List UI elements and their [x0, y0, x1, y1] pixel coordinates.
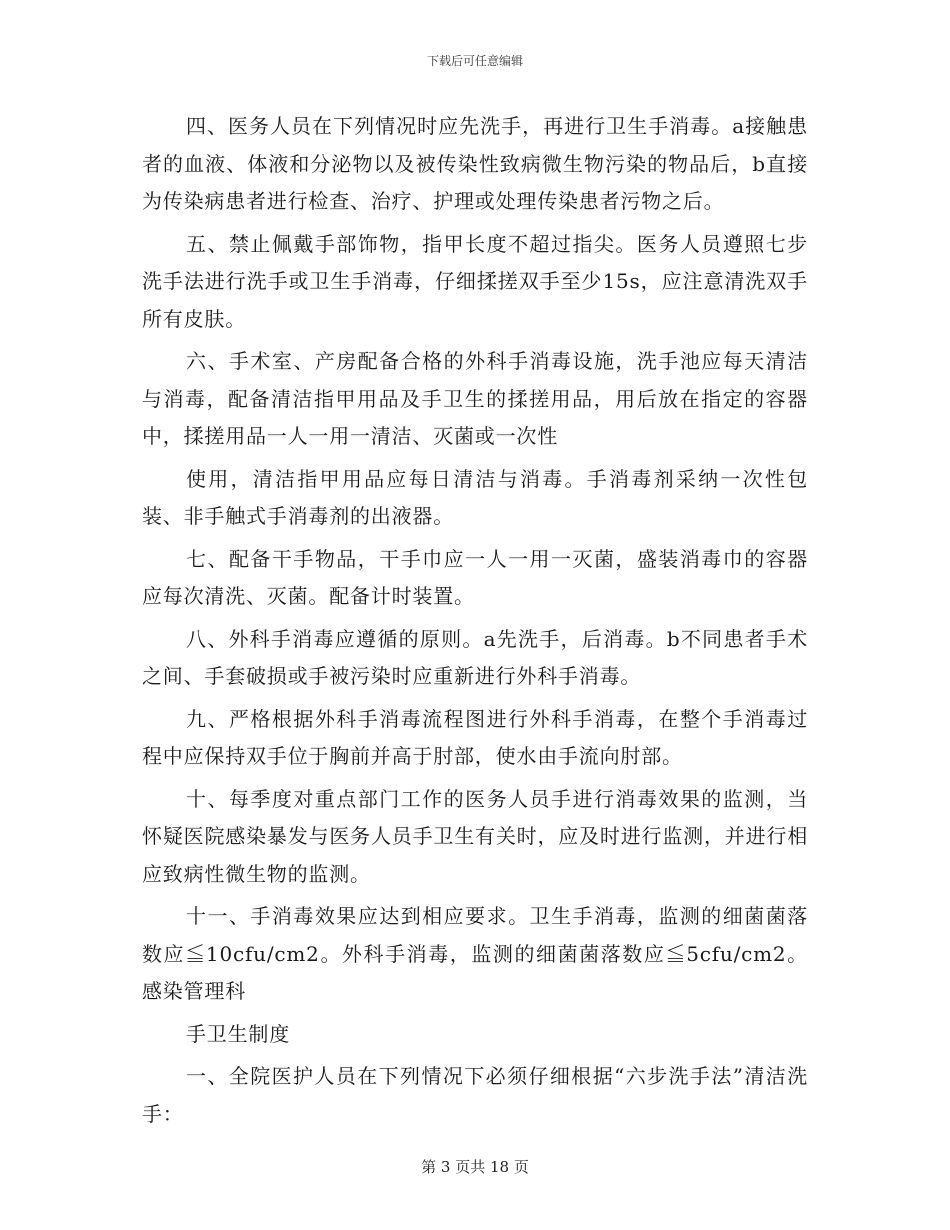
- document-body: [142, 108, 808, 1138]
- page-header-note: 下载后可任意编辑: [426, 54, 523, 68]
- paragraph-rule-6-continued: 使用，清洁指甲用品应每日清洁与消毒。手消毒剂采纳一次性包装、非手触式手消毒剂的出液器。: [142, 466, 808, 528]
- paragraph-rule-10: 十、每季度对重点部门工作的医务人员手进行消毒效果的监测，当怀疑医院感染暴发与医务人员手卫生有关时，应及时进行监测，并进行相应致病性微生物的监测。: [142, 786, 808, 886]
- paragraph-rule-8: 八、外科手消毒应遵循的原则。a先洗手，后消毒。b不同患者手术之间、手套破损或手被污染时应重新进行外科手消毒。: [142, 626, 808, 688]
- paragraph-rule-7: 七、配备干手物品，干手巾应一人一用一灭菌，盛装消毒巾的容器应每次清洗、灭菌。配备计时装置。: [142, 546, 808, 608]
- page-number: 第 3 页共 18 页: [421, 1158, 529, 1176]
- paragraph-rule-6: 六、手术室、产房配备合格的外科手消毒设施，洗手池应每天清洁与消毒，配备清洁指甲用品及手卫生的揉搓用品，用后放在指定的容器中，揉搓用品一人一用一清洁、灭菌或一次性: [142, 349, 808, 448]
- paragraph-rule-4: 四、医务人员在下列情况时应先洗手，再进行卫生手消毒。a接触患者的血液、体液和分泌物以及被传染性致病微生物污染的物品后，b直接为传染病患者进行检查、治疗、护理或处理传染患者污物之后。: [142, 114, 808, 213]
- paragraph-rule-5: 五、禁止佩戴手部饰物，指甲长度不超过指尖。医务人员遵照七步洗手法进行洗手或卫生手消毒，仔细揉搓双手至少15s，应注意清洗双手所有皮肤。: [142, 231, 808, 331]
- paragraph-rule-9: 九、严格根据外科手消毒流程图进行外科手消毒，在整个手消毒过程中应保持双手位于胸前并高于肘部，使水由手流向肘部。: [142, 706, 808, 768]
- section-title-hand-hygiene: 手卫生制度: [186, 1021, 290, 1046]
- paragraph-rule-11: 十一、手消毒效果应达到相应要求。卫生手消毒，监测的细菌菌落数应≦10cfu/cm2。外科手消毒，监测的细菌菌落数应≦5cfu/cm2。感染管理科: [142, 904, 808, 1003]
- paragraph-hygiene-rule-1: 一、全院医护人员在下列情况下必须仔细根据“六步洗手法”清洁洗手：: [142, 1064, 808, 1126]
